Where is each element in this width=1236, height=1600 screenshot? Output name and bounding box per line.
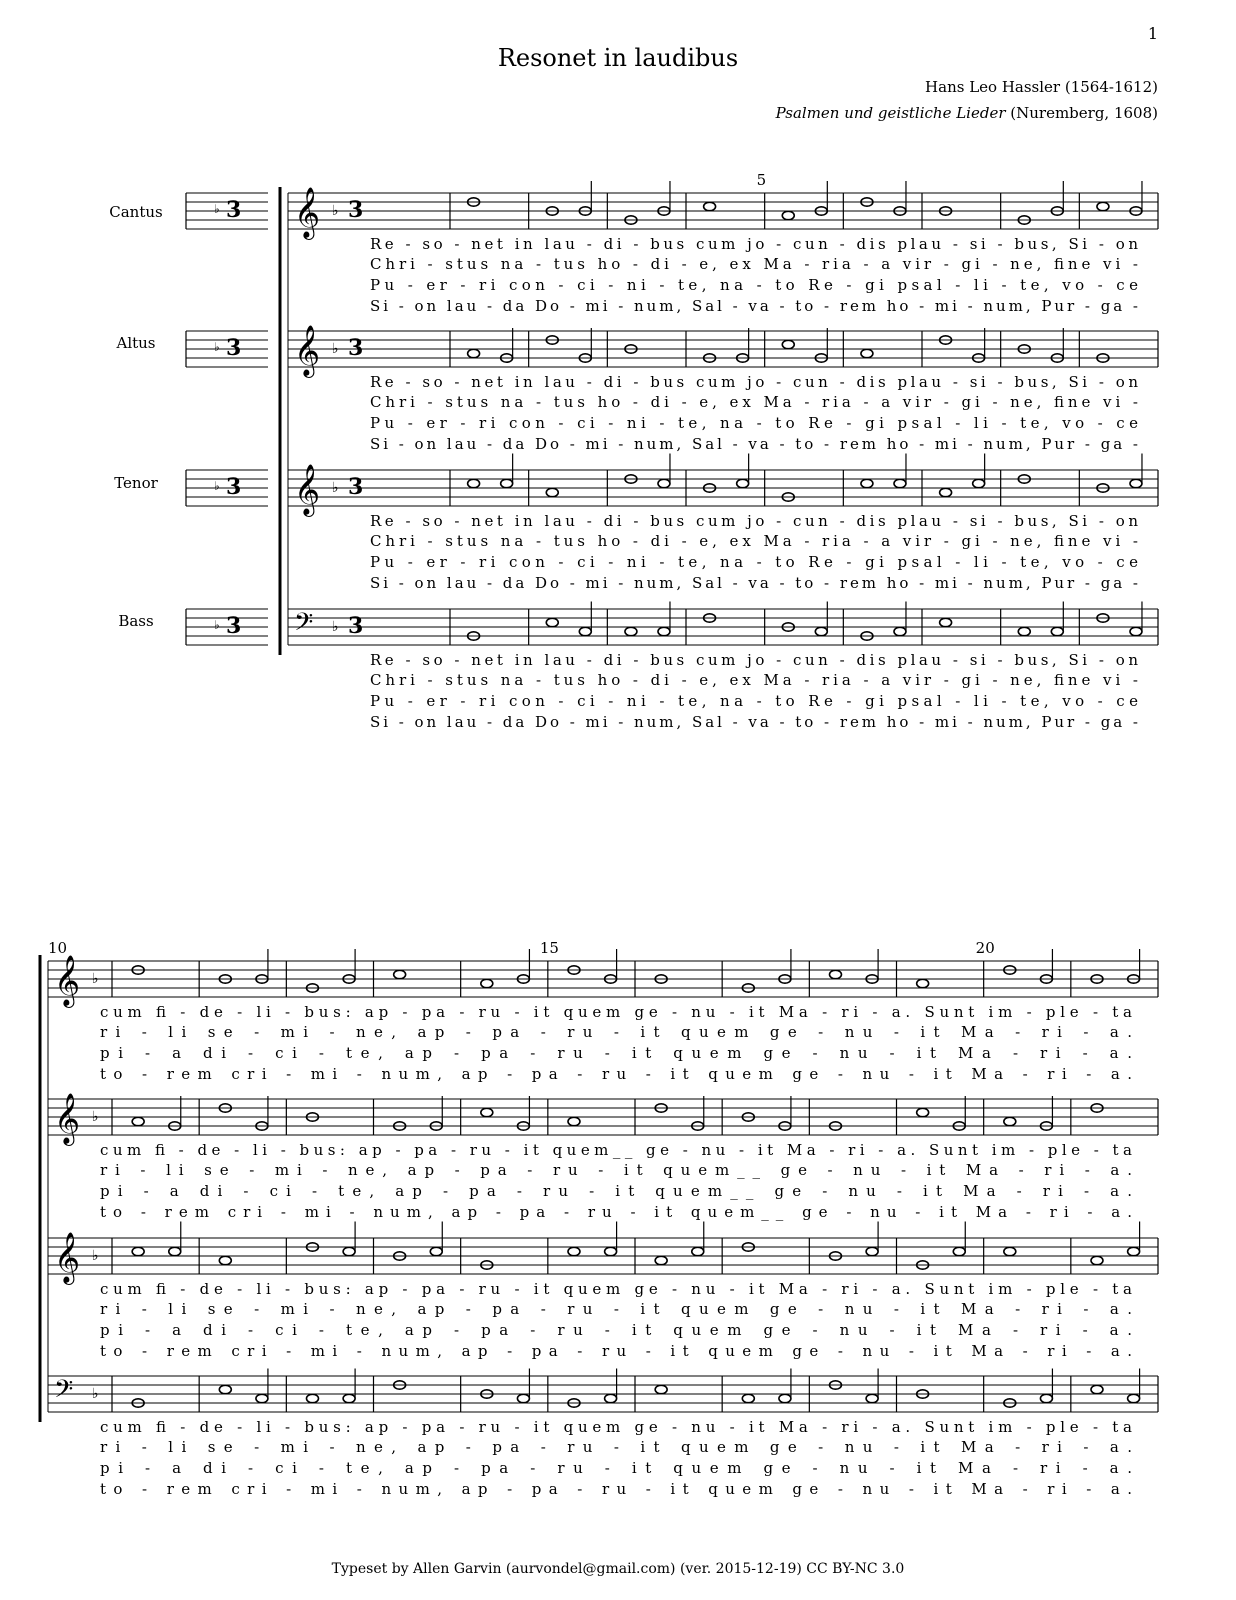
lyric-verse-2: ri - li se - mi - ne, ap - pa - ru - it quem ge - nu - it Ma - ri - a. bbox=[100, 1438, 1132, 1456]
lyric-verse-4: to - rem cri - mi - num, ap - pa - ru - it quem ge - nu - it Ma - ri - a. bbox=[100, 1065, 1132, 1083]
lyric-verse-4: Si - on lau - da Do - mi - num, Sal - va - to - rem ho - mi - num, Pur - ga - bbox=[370, 713, 1138, 731]
key-signature-flat: ♭ bbox=[332, 203, 339, 219]
time-signature: 3 bbox=[348, 613, 364, 639]
page-number: 1 bbox=[1147, 24, 1158, 43]
note bbox=[568, 1117, 580, 1125]
note bbox=[861, 349, 873, 357]
note bbox=[1128, 1394, 1140, 1402]
lyric-verse-1: Re - so - net in lau - di - bus cum jo - cun - dis plau - si - bus, Si - on bbox=[370, 235, 1139, 253]
treble-clef: 𝄞 bbox=[54, 1232, 81, 1283]
note bbox=[219, 1385, 231, 1393]
source-title: Psalmen und geistliche Lieder bbox=[775, 104, 1006, 122]
note bbox=[866, 1394, 878, 1402]
lyric-verse-1: cum fi - de - li - bus: ap - pa - ru - it quem ge - nu - it Ma - ri - a. Sunt im - ple - ta bbox=[100, 1280, 1132, 1298]
note bbox=[779, 1394, 791, 1402]
note bbox=[132, 1117, 144, 1125]
note bbox=[782, 211, 794, 219]
lyric-verse-4: Si - on lau - da Do - mi - num, Sal - va - to - rem ho - mi - num, Pur - ga - bbox=[370, 574, 1138, 592]
lyric-verse-1: cum fi - de - li - bus: ap - pa - ru - it quem ge - nu - it Ma - ri - a. Sunt im - ple - ta bbox=[100, 1418, 1132, 1436]
lyric-verse-2: ri - li se - mi - ne, ap - pa - ru - it quem ge - nu - it Ma - ri - a. bbox=[100, 1023, 1132, 1041]
note bbox=[940, 618, 952, 626]
note bbox=[894, 627, 906, 635]
note bbox=[219, 1256, 231, 1264]
piece-title: Resonet in laudibus bbox=[497, 44, 739, 72]
key-signature-flat: ♭ bbox=[92, 971, 99, 987]
note bbox=[343, 1394, 355, 1402]
note bbox=[917, 979, 929, 987]
note bbox=[1130, 479, 1142, 487]
lyric-verse-1: Re - so - net in lau - di - bus cum jo - cun - dis plau - si - bus, Si - on bbox=[370, 651, 1139, 669]
lyric-verse-2: Chri - stus na - tus ho - di - e, ex Ma - ria - a vir - gi - ne, fine vi - bbox=[370, 671, 1138, 689]
voice-label-cantus: Cantus bbox=[109, 203, 163, 221]
composer-line: Hans Leo Hassler (1564-1612) bbox=[925, 78, 1158, 96]
time-signature: 3 bbox=[348, 197, 364, 223]
lyric-verse-3: pi - a di - ci - te, ap - pa - ru - it quem ge - nu - it Ma - ri - a. bbox=[100, 1459, 1132, 1477]
lyric-verse-4: to - rem cri - mi - num, ap - pa - ru - it quem ge - nu - it Ma - ri - a. bbox=[100, 1480, 1132, 1498]
note bbox=[1004, 1247, 1016, 1255]
time-signature: 3 bbox=[226, 197, 242, 223]
note bbox=[658, 627, 670, 635]
note bbox=[1097, 202, 1109, 210]
key-signature-flat: ♭ bbox=[92, 1386, 99, 1402]
note bbox=[430, 1247, 442, 1255]
note bbox=[481, 1108, 493, 1116]
lyric-verse-1: cum fi - de - li - bus: ap - pa - ru - it quem ge - nu - it Ma - ri - a. Sunt im - ple - ta bbox=[100, 1003, 1132, 1021]
note bbox=[815, 627, 827, 635]
note bbox=[546, 488, 558, 496]
note bbox=[658, 479, 670, 487]
flat-sign: ♭ bbox=[214, 618, 220, 632]
note bbox=[517, 1394, 529, 1402]
note bbox=[1051, 627, 1063, 635]
lyric-verse-4: to - rem cri - mi - num, ap - pa - ru - it quem__ ge - nu - it Ma - ri - a. bbox=[100, 1203, 1132, 1221]
note bbox=[1091, 1256, 1103, 1264]
note bbox=[737, 479, 749, 487]
note bbox=[1128, 1247, 1140, 1255]
lyric-verse-2: Chri - stus na - tus ho - di - e, ex Ma - ria - a vir - gi - ne, fine vi - bbox=[370, 532, 1138, 550]
voice-label-tenor: Tenor bbox=[114, 474, 158, 492]
note bbox=[546, 618, 558, 626]
note bbox=[866, 1247, 878, 1255]
note bbox=[782, 340, 794, 348]
lyric-verse-1: Re - so - net in lau - di - bus cum jo - cun - dis plau - si - bus, Si - on bbox=[370, 373, 1139, 391]
lyric-verse-2: ri - li se - mi - ne, ap - pa - ru - it quem ge - nu - it Ma - ri - a. bbox=[100, 1300, 1132, 1318]
time-signature: 3 bbox=[226, 335, 242, 361]
note bbox=[692, 1247, 704, 1255]
time-signature: 3 bbox=[226, 613, 242, 639]
bass-clef: 𝄢 bbox=[54, 1375, 74, 1410]
flat-sign: ♭ bbox=[214, 479, 220, 493]
note bbox=[394, 970, 406, 978]
lyric-verse-1: cum fi - de - li - bus: ap - pa - ru - it quem__ ge - nu - it Ma - ri - a. Sunt im - ple - ta bbox=[100, 1141, 1132, 1159]
lyric-verse-2: ri - li se - mi - ne, ap - pa - ru - it quem__ ge - nu - it Ma - ri - a. bbox=[100, 1161, 1132, 1179]
note bbox=[940, 488, 952, 496]
note bbox=[132, 1247, 144, 1255]
lyric-verse-2: Chri - stus na - tus ho - di - e, ex Ma - ria - a vir - gi - ne, fine vi - bbox=[370, 393, 1138, 411]
time-signature: 3 bbox=[226, 474, 242, 500]
time-signature: 3 bbox=[348, 335, 364, 361]
note bbox=[481, 979, 493, 987]
lyric-verse-3: Pu - er - ri con - ci - ni - te, na - to Re - gi psal - li - te, vo - ce bbox=[370, 553, 1138, 571]
lyric-verse-2: Chri - stus na - tus ho - di - e, ex Ma - ria - a vir - gi - ne, fine vi - bbox=[370, 255, 1138, 273]
lyric-verse-3: pi - a di - ci - te, ap - pa - ru - it quem__ ge - nu - it Ma - ri - a. bbox=[100, 1182, 1133, 1200]
lyric-verse-4: to - rem cri - mi - num, ap - pa - ru - it quem ge - nu - it Ma - ri - a. bbox=[100, 1342, 1132, 1360]
note bbox=[306, 1394, 318, 1402]
note bbox=[468, 349, 480, 357]
lyric-verse-3: Pu - er - ri con - ci - ni - te, na - to Re - gi psal - li - te, vo - ce bbox=[370, 414, 1138, 432]
treble-clef: 𝄞 bbox=[54, 955, 81, 1006]
measure-number: 20 bbox=[975, 939, 995, 957]
note bbox=[1040, 1394, 1052, 1402]
note bbox=[468, 479, 480, 487]
lyric-verse-3: pi - a di - ci - te, ap - pa - ru - it quem ge - nu - it Ma - ri - a. bbox=[100, 1044, 1132, 1062]
note bbox=[605, 1394, 617, 1402]
note bbox=[953, 1247, 965, 1255]
note bbox=[1130, 627, 1142, 635]
lyric-verse-1: Re - so - net in lau - di - bus cum jo - cun - dis plau - si - bus, Si - on bbox=[370, 512, 1139, 530]
lyric-verse-3: Pu - er - ri con - ci - ni - te, na - to Re - gi psal - li - te, vo - ce bbox=[370, 692, 1138, 710]
note bbox=[655, 1256, 667, 1264]
note bbox=[501, 479, 513, 487]
measure-number: 15 bbox=[539, 939, 559, 957]
treble-clef: 𝄞 bbox=[294, 187, 321, 238]
lyric-verse-4: Si - on lau - da Do - mi - num, Sal - va - to - rem ho - mi - num, Pur - ga - bbox=[370, 435, 1138, 453]
lyric-verse-3: pi - a di - ci - te, ap - pa - ru - it quem ge - nu - it Ma - ri - a. bbox=[100, 1321, 1132, 1339]
note bbox=[655, 1385, 667, 1393]
note bbox=[343, 1247, 355, 1255]
measure-number: 5 bbox=[756, 171, 767, 189]
note bbox=[579, 627, 591, 635]
note bbox=[625, 627, 637, 635]
voice-label-altus: Altus bbox=[116, 334, 156, 352]
note bbox=[973, 479, 985, 487]
voice-label-bass: Bass bbox=[118, 612, 154, 630]
note bbox=[917, 1108, 929, 1116]
note bbox=[605, 1247, 617, 1255]
lyric-verse-3: Pu - er - ri con - ci - ni - te, na - to Re - gi psal - li - te, vo - ce bbox=[370, 276, 1138, 294]
measure-number: 10 bbox=[48, 939, 68, 957]
note bbox=[568, 1247, 580, 1255]
note bbox=[829, 970, 841, 978]
note bbox=[861, 479, 873, 487]
note bbox=[1091, 1385, 1103, 1393]
treble-clef: 𝄞 bbox=[294, 325, 321, 376]
source-detail: (Nuremberg, 1608) bbox=[1005, 104, 1158, 122]
treble-clef: 𝄞 bbox=[54, 1093, 81, 1144]
key-signature-flat: ♭ bbox=[92, 1248, 99, 1264]
bass-clef: 𝄢 bbox=[294, 608, 314, 643]
flat-sign: ♭ bbox=[214, 202, 220, 216]
key-signature-flat: ♭ bbox=[92, 1109, 99, 1125]
time-signature: 3 bbox=[348, 474, 364, 500]
note bbox=[894, 479, 906, 487]
note bbox=[256, 1394, 268, 1402]
note bbox=[1018, 627, 1030, 635]
note bbox=[704, 202, 716, 210]
key-signature-flat: ♭ bbox=[332, 619, 339, 635]
flat-sign: ♭ bbox=[214, 340, 220, 354]
note bbox=[742, 1394, 754, 1402]
key-signature-flat: ♭ bbox=[332, 341, 339, 357]
key-signature-flat: ♭ bbox=[332, 480, 339, 496]
note bbox=[169, 1247, 181, 1255]
footer-credit: Typeset by Allen Garvin (aurvondel@gmail.com) (ver. 2015-12-19) CC BY-NC 3.0 bbox=[331, 1561, 905, 1577]
treble-clef: 𝄞 bbox=[294, 464, 321, 515]
note bbox=[1004, 1117, 1016, 1125]
lyric-verse-4: Si - on lau - da Do - mi - num, Sal - va - to - rem ho - mi - num, Pur - ga - bbox=[370, 297, 1138, 315]
